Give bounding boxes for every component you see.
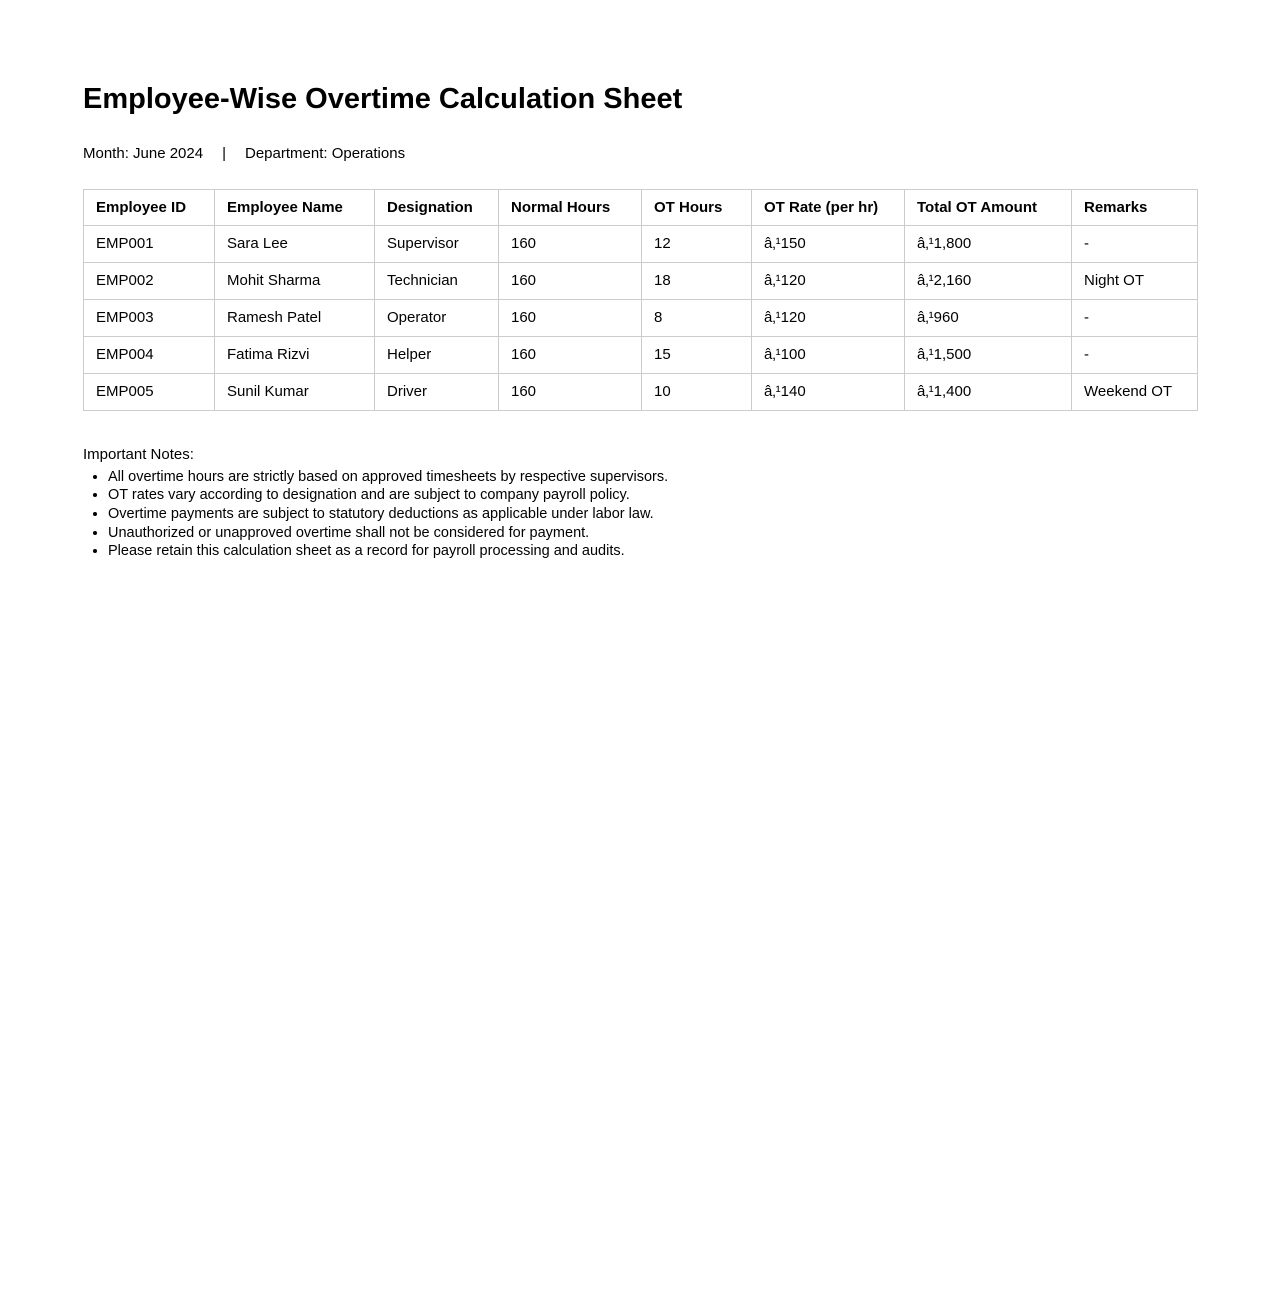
page-title: Employee-Wise Overtime Calculation Sheet — [83, 83, 683, 115]
month-label: Month: June 2024 — [83, 144, 204, 162]
table-cell: EMP004 — [84, 336, 215, 373]
table-cell: Sara Lee — [215, 225, 375, 262]
note-item: • Unauthorized or unapproved overtime shall not be considered for payment. — [108, 524, 1196, 543]
table-body — [84, 225, 1198, 410]
table-cell: â‚¹150 — [752, 225, 905, 262]
table-cell: Helper — [375, 336, 499, 373]
overtime-table — [83, 189, 1198, 411]
table-cell: EMP002 — [84, 262, 215, 299]
table-row — [84, 373, 1198, 410]
column-header: OT Hours — [642, 189, 752, 225]
note-item: • OT rates vary according to designation and are subject to company payroll policy. — [108, 486, 1196, 505]
note-item: • Overtime payments are subject to statutory deductions as applicable under labor law. — [108, 505, 1196, 524]
table-cell: Weekend OT — [1072, 373, 1198, 410]
table-cell: EMP001 — [84, 225, 215, 262]
meta-separator: | — [222, 144, 226, 162]
note-item: • Please retain this calculation sheet as a record for payroll processing and audits. — [108, 542, 1196, 561]
note-item: • All overtime hours are strictly based on approved timesheets by respective supervisors. — [108, 468, 1196, 487]
table-cell: 160 — [499, 225, 642, 262]
table-row — [84, 262, 1198, 299]
table-cell: 18 — [642, 262, 752, 299]
table-cell: EMP005 — [84, 373, 215, 410]
table-cell: Ramesh Patel — [215, 299, 375, 336]
table-cell: 160 — [499, 262, 642, 299]
table-cell: 160 — [499, 336, 642, 373]
column-header: Normal Hours — [499, 189, 642, 225]
table-row — [84, 225, 1198, 262]
table-cell: â‚¹960 — [905, 299, 1072, 336]
department-label: Department: Operations — [245, 144, 406, 162]
table-cell: 10 — [642, 373, 752, 410]
table-cell: - — [1072, 299, 1198, 336]
table-cell: Night OT — [1072, 262, 1198, 299]
table-cell: Mohit Sharma — [215, 262, 375, 299]
table-cell: Driver — [375, 373, 499, 410]
table-cell: 160 — [499, 299, 642, 336]
table-cell: Supervisor — [375, 225, 499, 262]
column-header: Employee Name — [215, 189, 375, 225]
table-cell: â‚¹100 — [752, 336, 905, 373]
table-cell: - — [1072, 336, 1198, 373]
column-header: Total OT Amount — [905, 189, 1072, 225]
table-cell: Sunil Kumar — [215, 373, 375, 410]
column-header: Employee ID — [84, 189, 215, 225]
table-cell: 12 — [642, 225, 752, 262]
table-row — [84, 299, 1198, 336]
column-header: Remarks — [1072, 189, 1198, 225]
column-header: Designation — [375, 189, 499, 225]
table-cell: Fatima Rizvi — [215, 336, 375, 373]
table-cell: â‚¹2,160 — [905, 262, 1072, 299]
notes-list — [83, 468, 1196, 561]
table-row — [84, 336, 1198, 373]
notes-section — [83, 446, 1196, 561]
table-cell: 160 — [499, 373, 642, 410]
table-cell: â‚¹1,800 — [905, 225, 1072, 262]
table-cell: Technician — [375, 262, 499, 299]
table-cell: â‚¹120 — [752, 262, 905, 299]
table-cell: â‚¹1,500 — [905, 336, 1072, 373]
table-cell: â‚¹140 — [752, 373, 905, 410]
table-header-row — [84, 189, 1198, 225]
table-cell: - — [1072, 225, 1198, 262]
table-cell: Operator — [375, 299, 499, 336]
column-header: OT Rate (per hr) — [752, 189, 905, 225]
table-cell: 8 — [642, 299, 752, 336]
table-cell: EMP003 — [84, 299, 215, 336]
meta-line — [83, 145, 1196, 162]
table-cell: â‚¹1,400 — [905, 373, 1072, 410]
table-cell: â‚¹120 — [752, 299, 905, 336]
table-cell: 15 — [642, 336, 752, 373]
notes-heading: Important Notes: — [83, 445, 194, 463]
